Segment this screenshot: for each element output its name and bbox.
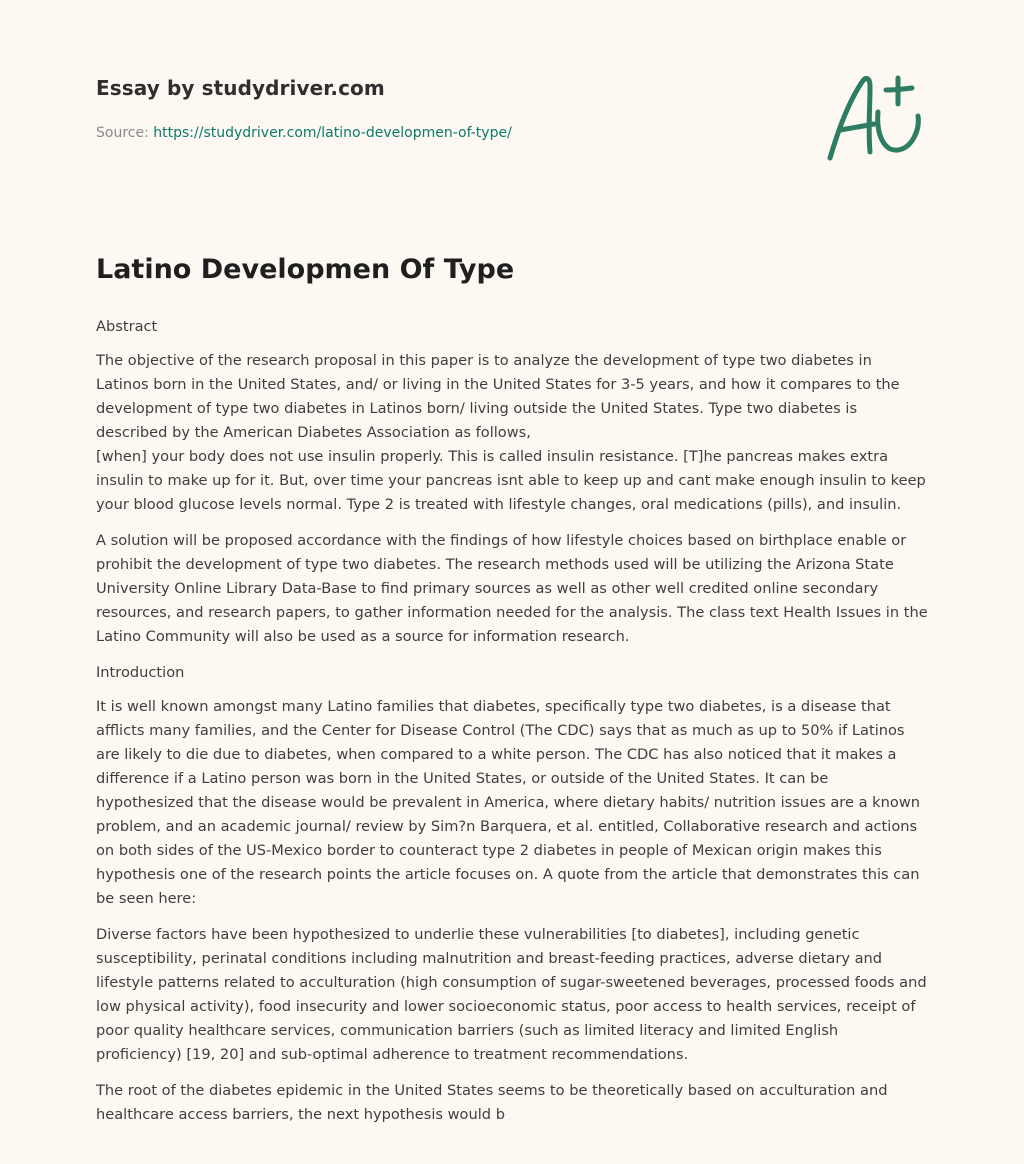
- quote-paragraph: Diverse factors have been hypothesized to underlie these vulnerabilities [to diabetes], including genetic susceptibility, perinatal conditions including malnutrition and breast-feeding practices, adverse dietary and lifestyle patterns related to acculturation (high consumption of sugar-sweetened beverages, processed foods and low physical activity), food insecurity and lower socioeconomic status, poor access to health services, receipt of poor quality healthcare services, communication barriers (such as limited literacy and limited English proficiency) [19, 20] and sub-optimal adherence to treatment recommendations.: [96, 926, 927, 1063]
- block-quote: [when] your body does not use insulin properly. This is called insulin resistance. [T]he pancreas makes extra insulin to make up for it. But, over time your pancreas isnt able to keep up and cant make enough insulin to keep your blood glucose levels normal. Type 2 is treated with lifestyle changes, oral medications (pills), and insulin.: [96, 448, 926, 513]
- abstract-heading: Abstract: [96, 318, 158, 335]
- paragraph: A solution will be proposed accordance with the findings of how lifestyle choices based on birthplace enable or prohibit the development of type two diabetes. The research methods used will be utilizing the Arizona State University Online Library Data-Base to find primary sources as well as other well credited online secondary resources, and research papers, to gather information needed for the analysis. The class text Health Issues in the Latino Community will also be used as a source for information research.: [96, 532, 928, 645]
- paragraph: The objective of the research proposal in this paper is to analyze the development of type two diabetes in Latinos born in the United States, and/ or living in the United States for 3-5 years, and how it compares to the development of type two diabetes in Latinos born/ living outside the United States. Type two diabetes is described by the American Diabetes Association as follows,: [96, 352, 900, 441]
- essay-body: [96, 315, 928, 1139]
- page-title: Latino Developmen Of Type: [96, 254, 515, 285]
- source-link[interactable]: https://studydriver.com/latino-developmen-of-type/: [153, 125, 512, 141]
- source-line: [96, 125, 512, 141]
- site-header: [96, 76, 385, 100]
- introduction-heading: Introduction: [96, 664, 185, 681]
- brand-title: Essay by studydriver.com: [96, 76, 385, 100]
- paragraph: It is well known amongst many Latino families that diabetes, specifically type two diabetes, is a disease that afflicts many families, and the Center for Disease Control (The CDC) says that as much as up to 50% if Latinos are likely to die due to diabetes, when compared to a white person. The CDC has also noticed that it makes a difference if a Latino person was born in the United States, or outside of the United States. It can be hypothesized that the disease would be prevalent in America, where dietary habits/ nutrition issues are a known problem, and an academic journal/ review by Sim?n Barquera, et al. entitled, Collaborative research and actions on both sides of the US-Mexico border to counteract type 2 diabetes in people of Mexican origin makes this hypothesis one of the research points the article focuses on. A quote from the article that demonstrates this can be seen here:: [96, 698, 920, 907]
- source-label: Source:: [96, 125, 149, 141]
- paragraph: The root of the diabetes epidemic in the United States seems to be theoretically based on acculturation and healthcare access barriers, the next hypothesis would b: [96, 1082, 888, 1123]
- a-plus-logo-icon: [818, 68, 930, 168]
